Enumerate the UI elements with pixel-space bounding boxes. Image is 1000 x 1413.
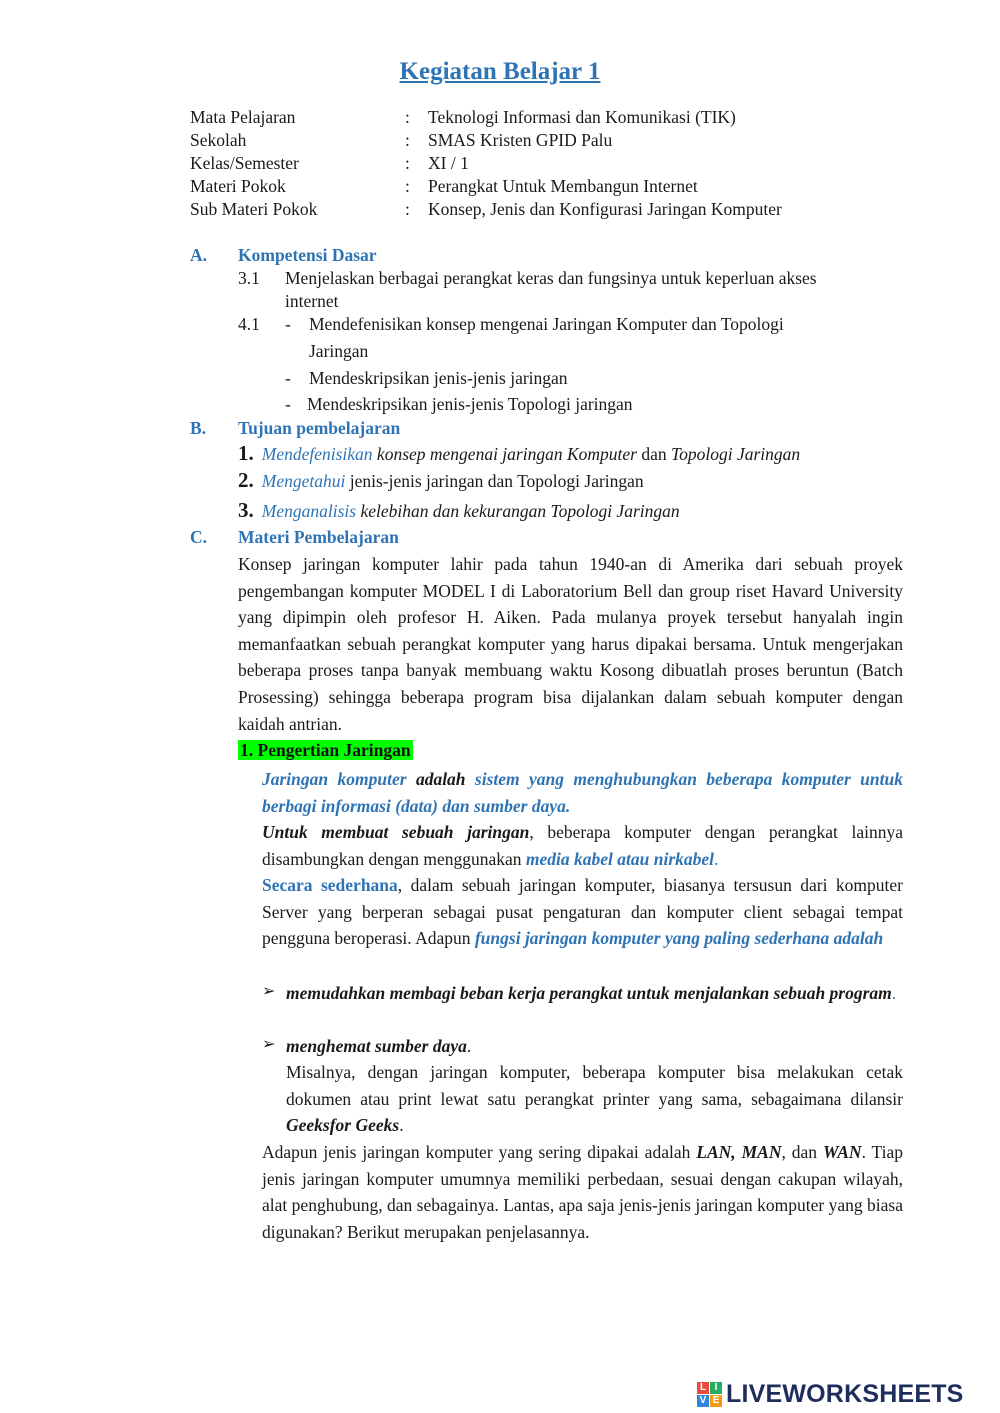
definition-paragraph (262, 766, 903, 819)
body-text: . (714, 848, 719, 869)
body-text: , dan (781, 1142, 823, 1162)
bullet-item-1 (286, 980, 903, 1007)
bullet-item-2 (286, 1033, 903, 1060)
logo-text: LIVEWORKSHEETS (726, 1379, 964, 1408)
kd-3-1-line2: internet (285, 291, 339, 311)
section-letter: B. (190, 418, 207, 438)
info-row-topic (190, 175, 782, 198)
info-label: Materi Pokok (190, 176, 286, 196)
objective-text: jenis-jenis jaringan dan Topologi Jaringan (345, 471, 644, 491)
bullet-text: menghemat sumber daya (286, 1036, 467, 1056)
section-title: Materi Pembelajaran (238, 527, 399, 547)
emphasis-text: fungsi jaringan komputer yang paling sederhana adalah (474, 928, 884, 949)
info-row-class (190, 152, 782, 175)
section-letter: C. (190, 527, 208, 547)
body-text: , dalam sebuah jaringan komputer, biasanya tersusun dari komputer Server yang berperan sebagai pusat pengaturan dan komputer client sebagai tempat pengguna beroperasi. Adapun (262, 875, 903, 949)
info-label: Mata Pelajaran (190, 107, 296, 127)
emphasis-text: Untuk membuat sebuah jaringan (262, 822, 530, 842)
body-text: , beberapa komputer dengan perangkat lainnya disambungkan dengan menggunakan (262, 822, 903, 869)
body-text: . Tiap jenis jaringan komputer umumnya memiliki perbedaan, sesuai dengan cakupan wilayah, alat penghubung, dan sebagainya. Lantas, apa saja jenis-jenis jaringan komputer yang biasa digunakan? Berikut merupakan penjelasannya. (262, 1142, 904, 1242)
emphasis-text: Secara sederhana (262, 875, 398, 895)
arrow-bullet-icon: ➢ (262, 1036, 276, 1053)
kd-4-1-number: 4.1 (238, 314, 260, 334)
definition-term: Jaringan komputer (262, 769, 407, 789)
info-table (190, 106, 782, 221)
objective-item-1 (238, 441, 800, 466)
objective-verb: Mendefenisikan (261, 444, 373, 464)
objective-text: dan (636, 444, 671, 464)
emphasis-text: media kabel atau nirkabel (525, 848, 715, 869)
paragraph-network-setup (262, 819, 903, 872)
paragraph-simple-network (262, 872, 903, 952)
objective-text: Topologi Jaringan (671, 444, 801, 464)
kd-3-1-line1: Menjelaskan berbagai perangkat keras dan fungsinya untuk keperluan akses (285, 268, 817, 288)
bullet-text: . (466, 1036, 472, 1056)
objective-item-2 (238, 468, 644, 493)
logo-letter: V (697, 1395, 709, 1407)
info-value: SMAS Kristen GPID Palu (428, 130, 613, 150)
bullet-text: memudahkan membagi beban kerja perangkat untuk menjalankan sebuah program (286, 983, 892, 1003)
objective-text: kelebihan dan kekurangan Topologi Jaringan (356, 501, 680, 521)
liveworksheets-logo (697, 1380, 964, 1408)
info-colon: : (405, 107, 410, 127)
section-title: Tujuan pembelajaran (238, 418, 401, 438)
paragraph-network-types (262, 1139, 903, 1245)
definition-text: sistem yang menghubungkan beberapa komputer untuk berbagi informasi (data) dan sumber daya. (262, 769, 903, 816)
intro-paragraph: Konsep jaringan komputer lahir pada tahun 1940-an di Amerika dari sebuah proyek pengembangan komputer MODEL I di Laboratorium Bell dan group riset Havard University yang dipimpin oleh profesor H. Aiken. Pada mulanya proyek tersebut hanyalah ingin memanfaatkan sebuah perangkat komputer yang harus dipakai bersama. Untuk mengerjakan beberapa proses tanpa banyak membuang waktu Kosong dibuatlah proses beruntun (Batch Prosessing) sehingga beberapa program bisa dijalankan dalam sebuah komputer dengan kaidah antrian. (238, 554, 903, 734)
info-row-subject (190, 106, 782, 129)
objective-number: 3. (238, 498, 254, 522)
kd-4-1-item1-line2: Jaringan (309, 341, 369, 361)
section-c-heading (190, 527, 399, 548)
objective-number: 2. (238, 468, 254, 492)
logo-letter: I (710, 1382, 722, 1394)
subsection-1-heading: 1. Pengertian Jaringan (240, 740, 411, 760)
definition-connector: adalah (406, 769, 475, 789)
info-value: Teknologi Informasi dan Komunikasi (TIK) (428, 107, 736, 127)
section-letter: A. (190, 245, 208, 265)
kd-4-1-dash: - (285, 394, 291, 414)
info-colon: : (405, 176, 410, 196)
objective-verb: Mengetahui (261, 471, 346, 491)
network-type: LAN, MAN (696, 1142, 782, 1162)
info-colon: : (405, 199, 410, 219)
info-row-school (190, 129, 782, 152)
objective-verb: Menganalisis (261, 501, 357, 521)
info-colon: : (405, 130, 410, 150)
info-row-subtopic (190, 198, 782, 221)
arrow-bullet-icon: ➢ (262, 983, 276, 1000)
body-text: Adapun jenis jaringan komputer yang sering dipakai adalah (262, 1142, 697, 1162)
example-paragraph (286, 1059, 903, 1139)
section-a-heading (190, 245, 377, 266)
page-title: Kegiatan Belajar 1 (399, 58, 601, 85)
body-text: . (399, 1115, 404, 1136)
bullet-text: . (891, 983, 897, 1003)
info-colon: : (405, 153, 410, 173)
kd-3-1-number: 3.1 (238, 268, 260, 288)
subsection-1-heading-wrap (238, 740, 413, 761)
kd-4-1-item2: Mendeskripsikan jenis-jenis jaringan (309, 368, 568, 388)
section-title: Kompetensi Dasar (238, 245, 377, 265)
kd-4-1-dash: - (285, 368, 291, 388)
logo-letter: L (697, 1382, 709, 1394)
logo-mark (697, 1382, 722, 1407)
logo-letter: E (710, 1395, 722, 1407)
info-value: XI / 1 (428, 153, 469, 173)
objective-number: 1. (238, 441, 254, 465)
objective-item-3 (238, 498, 680, 523)
section-b-heading (190, 418, 400, 439)
info-label: Sekolah (190, 130, 247, 150)
info-value: Konsep, Jenis dan Konfigurasi Jaringan Komputer (428, 199, 782, 219)
info-value: Perangkat Untuk Membangun Internet (428, 176, 698, 196)
kd-4-1-item1-line1: Mendefenisikan konsep mengenai Jaringan Komputer dan Topologi (309, 314, 784, 334)
info-label: Kelas/Semester (190, 153, 299, 173)
objective-text: konsep mengenai jaringan Komputer (372, 444, 637, 464)
body-text: Misalnya, dengan jaringan komputer, beberapa komputer bisa melakukan cetak dokumen atau print lewat satu perangkat printer yang sama, sebagaimana dilansir (286, 1062, 903, 1109)
info-label: Sub Materi Pokok (190, 199, 318, 219)
source-name: Geeksfor Geeks (286, 1115, 400, 1136)
network-type: WAN (822, 1142, 862, 1162)
kd-4-1-dash: - (285, 314, 291, 334)
kd-4-1-item3: Mendeskripsikan jenis-jenis Topologi jaringan (307, 394, 633, 414)
